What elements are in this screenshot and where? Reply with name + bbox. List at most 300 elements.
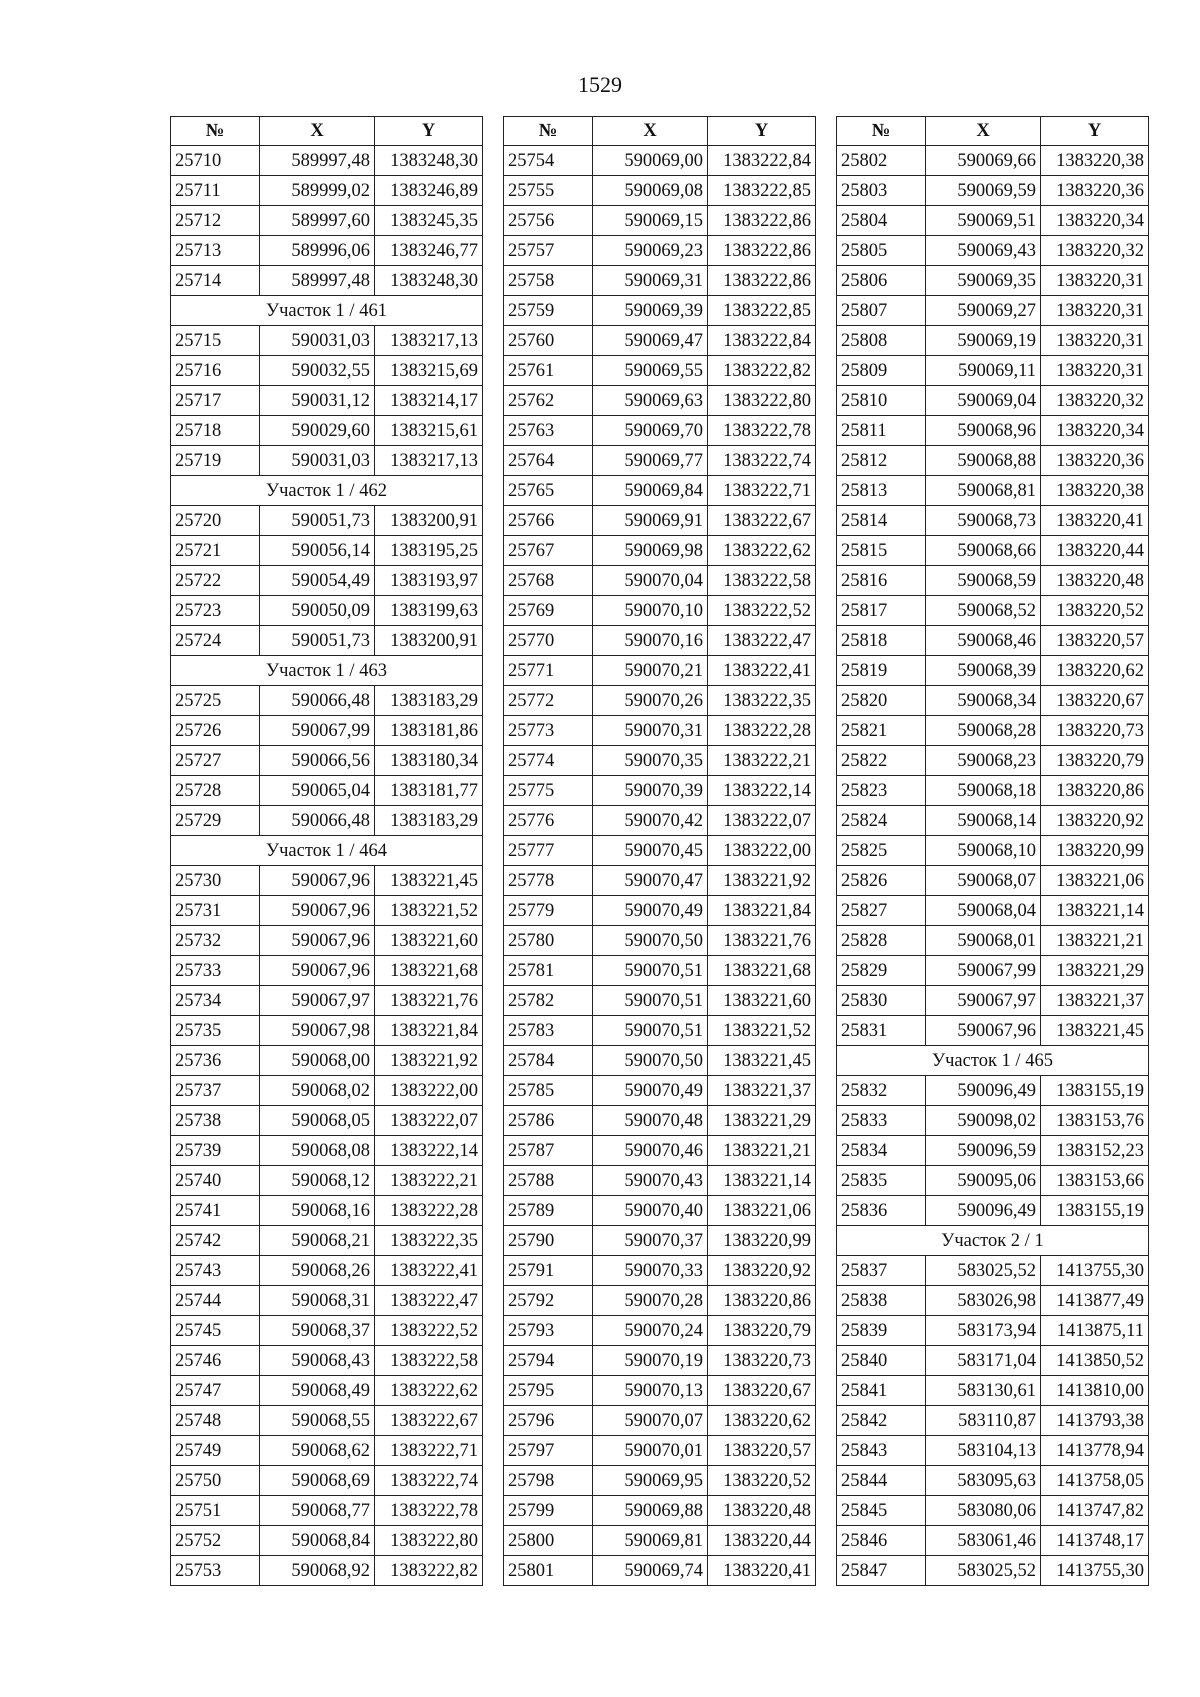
x-coordinate: 590068,43 (260, 1346, 375, 1376)
point-number: 25790 (504, 1226, 593, 1256)
x-coordinate: 590068,34 (926, 686, 1041, 716)
x-coordinate: 590070,51 (593, 986, 708, 1016)
y-coordinate: 1383246,89 (375, 176, 483, 206)
y-coordinate: 1383220,31 (1041, 326, 1149, 356)
point-number: 25738 (171, 1106, 260, 1136)
point-number: 25783 (504, 1016, 593, 1046)
point-number: 25758 (504, 266, 593, 296)
table-row (504, 1376, 816, 1406)
x-coordinate: 583061,46 (926, 1526, 1041, 1556)
x-coordinate: 590068,73 (926, 506, 1041, 536)
point-number: 25724 (171, 626, 260, 656)
table-row (171, 956, 483, 986)
point-number: 25818 (837, 626, 926, 656)
y-coordinate: 1383183,29 (375, 806, 483, 836)
y-coordinate: 1383222,85 (708, 176, 816, 206)
point-number: 25726 (171, 716, 260, 746)
table-row (504, 806, 816, 836)
table-row (504, 236, 816, 266)
y-coordinate: 1383220,92 (1041, 806, 1149, 836)
table-row (171, 206, 483, 236)
point-number: 25715 (171, 326, 260, 356)
point-number: 25725 (171, 686, 260, 716)
table-row (504, 1496, 816, 1526)
table-row (837, 1556, 1149, 1586)
x-coordinate: 590070,21 (593, 656, 708, 686)
y-coordinate: 1383220,48 (1041, 566, 1149, 596)
table-row (171, 1256, 483, 1286)
table-row (504, 986, 816, 1016)
y-coordinate: 1383222,14 (375, 1136, 483, 1166)
x-coordinate: 590069,74 (593, 1556, 708, 1586)
section-row (171, 656, 483, 686)
x-coordinate: 590068,01 (926, 926, 1041, 956)
y-coordinate: 1383222,67 (708, 506, 816, 536)
y-coordinate: 1413748,17 (1041, 1526, 1149, 1556)
y-coordinate: 1383220,32 (1041, 386, 1149, 416)
header-number: № (171, 117, 260, 146)
point-number: 25792 (504, 1286, 593, 1316)
y-coordinate: 1383222,41 (375, 1256, 483, 1286)
point-number: 25804 (837, 206, 926, 236)
x-coordinate: 590070,16 (593, 626, 708, 656)
point-number: 25746 (171, 1346, 260, 1376)
table-row (171, 386, 483, 416)
point-number: 25835 (837, 1166, 926, 1196)
table-row (504, 1406, 816, 1436)
point-number: 25762 (504, 386, 593, 416)
point-number: 25791 (504, 1256, 593, 1286)
x-coordinate: 590070,37 (593, 1226, 708, 1256)
section-label: Участок 1 / 464 (171, 836, 483, 866)
table-row (504, 1286, 816, 1316)
table-row (171, 1376, 483, 1406)
coordinates-table-3 (836, 116, 1149, 1586)
y-coordinate: 1383181,77 (375, 776, 483, 806)
point-number: 25787 (504, 1136, 593, 1166)
y-coordinate: 1383220,38 (1041, 476, 1149, 506)
x-coordinate: 583173,94 (926, 1316, 1041, 1346)
table-row (171, 626, 483, 656)
point-number: 25747 (171, 1376, 260, 1406)
x-coordinate: 590067,96 (260, 866, 375, 896)
y-coordinate: 1383220,99 (1041, 836, 1149, 866)
header-x: X (260, 117, 375, 146)
point-number: 25777 (504, 836, 593, 866)
section-label: Участок 1 / 463 (171, 656, 483, 686)
x-coordinate: 589997,60 (260, 206, 375, 236)
y-coordinate: 1383221,84 (708, 896, 816, 926)
x-coordinate: 590095,06 (926, 1166, 1041, 1196)
point-number: 25714 (171, 266, 260, 296)
point-number: 25744 (171, 1286, 260, 1316)
x-coordinate: 590070,07 (593, 1406, 708, 1436)
y-coordinate: 1383220,34 (1041, 416, 1149, 446)
point-number: 25735 (171, 1016, 260, 1046)
y-coordinate: 1383222,28 (375, 1196, 483, 1226)
point-number: 25830 (837, 986, 926, 1016)
x-coordinate: 583026,98 (926, 1286, 1041, 1316)
point-number: 25843 (837, 1436, 926, 1466)
x-coordinate: 590068,69 (260, 1466, 375, 1496)
y-coordinate: 1383220,41 (1041, 506, 1149, 536)
y-coordinate: 1383155,19 (1041, 1076, 1149, 1106)
point-number: 25731 (171, 896, 260, 926)
y-coordinate: 1383222,78 (708, 416, 816, 446)
table-row (837, 416, 1149, 446)
y-coordinate: 1383217,13 (375, 446, 483, 476)
table-row (171, 986, 483, 1016)
y-coordinate: 1383220,36 (1041, 446, 1149, 476)
y-coordinate: 1383220,67 (1041, 686, 1149, 716)
table-row (837, 1496, 1149, 1526)
point-number: 25811 (837, 416, 926, 446)
y-coordinate: 1383217,13 (375, 326, 483, 356)
table-row (504, 776, 816, 806)
point-number: 25745 (171, 1316, 260, 1346)
point-number: 25717 (171, 386, 260, 416)
table-row (504, 446, 816, 476)
y-coordinate: 1383220,31 (1041, 266, 1149, 296)
table-row (837, 1406, 1149, 1436)
table-header-row (504, 117, 816, 146)
point-number: 25817 (837, 596, 926, 626)
x-coordinate: 590096,59 (926, 1136, 1041, 1166)
table-row (171, 1466, 483, 1496)
point-number: 25730 (171, 866, 260, 896)
x-coordinate: 590031,03 (260, 446, 375, 476)
point-number: 25754 (504, 146, 593, 176)
point-number: 25788 (504, 1166, 593, 1196)
table-row (837, 1436, 1149, 1466)
x-coordinate: 590067,97 (260, 986, 375, 1016)
header-number: № (504, 117, 593, 146)
y-coordinate: 1383221,37 (708, 1076, 816, 1106)
y-coordinate: 1383221,06 (1041, 866, 1149, 896)
x-coordinate: 590068,28 (926, 716, 1041, 746)
table-row (504, 1346, 816, 1376)
point-number: 25815 (837, 536, 926, 566)
x-coordinate: 590068,31 (260, 1286, 375, 1316)
y-coordinate: 1383220,41 (708, 1556, 816, 1586)
table-row (837, 1256, 1149, 1286)
point-number: 25836 (837, 1196, 926, 1226)
x-coordinate: 590070,50 (593, 1046, 708, 1076)
y-coordinate: 1383222,86 (708, 206, 816, 236)
y-coordinate: 1383220,79 (708, 1316, 816, 1346)
table-row (504, 836, 816, 866)
y-coordinate: 1383245,35 (375, 206, 483, 236)
x-coordinate: 590070,10 (593, 596, 708, 626)
y-coordinate: 1383220,52 (1041, 596, 1149, 626)
point-number: 25773 (504, 716, 593, 746)
x-coordinate: 590066,56 (260, 746, 375, 776)
x-coordinate: 590070,19 (593, 1346, 708, 1376)
y-coordinate: 1383222,41 (708, 656, 816, 686)
table-row (504, 1256, 816, 1286)
x-coordinate: 590067,99 (926, 956, 1041, 986)
y-coordinate: 1413877,49 (1041, 1286, 1149, 1316)
table-body (171, 146, 483, 1586)
y-coordinate: 1383220,86 (1041, 776, 1149, 806)
point-number: 25784 (504, 1046, 593, 1076)
y-coordinate: 1383220,57 (1041, 626, 1149, 656)
point-number: 25845 (837, 1496, 926, 1526)
point-number: 25826 (837, 866, 926, 896)
table-row (837, 1286, 1149, 1316)
table-row (504, 176, 816, 206)
table-row (171, 1406, 483, 1436)
point-number: 25710 (171, 146, 260, 176)
y-coordinate: 1383222,71 (375, 1436, 483, 1466)
x-coordinate: 590068,96 (926, 416, 1041, 446)
y-coordinate: 1383221,68 (375, 956, 483, 986)
table-row (504, 716, 816, 746)
x-coordinate: 590069,39 (593, 296, 708, 326)
table-row (837, 1346, 1149, 1376)
coordinates-table-2 (503, 116, 816, 1586)
y-coordinate: 1383220,34 (1041, 206, 1149, 236)
y-coordinate: 1383222,47 (708, 626, 816, 656)
point-number: 25846 (837, 1526, 926, 1556)
table-row (504, 926, 816, 956)
x-coordinate: 590070,28 (593, 1286, 708, 1316)
point-number: 25756 (504, 206, 593, 236)
point-number: 25827 (837, 896, 926, 926)
y-coordinate: 1383222,07 (375, 1106, 483, 1136)
x-coordinate: 590069,15 (593, 206, 708, 236)
x-coordinate: 590068,02 (260, 1076, 375, 1106)
x-coordinate: 590066,48 (260, 686, 375, 716)
y-coordinate: 1383200,91 (375, 506, 483, 536)
y-coordinate: 1383222,84 (708, 146, 816, 176)
table-row (837, 1136, 1149, 1166)
y-coordinate: 1383220,31 (1041, 296, 1149, 326)
x-coordinate: 590069,77 (593, 446, 708, 476)
point-number: 25748 (171, 1406, 260, 1436)
y-coordinate: 1383222,67 (375, 1406, 483, 1436)
x-coordinate: 590067,96 (926, 1016, 1041, 1046)
point-number: 25740 (171, 1166, 260, 1196)
point-number: 25772 (504, 686, 593, 716)
table-row (171, 326, 483, 356)
point-number: 25760 (504, 326, 593, 356)
y-coordinate: 1383220,86 (708, 1286, 816, 1316)
y-coordinate: 1383221,68 (708, 956, 816, 986)
table-row (171, 686, 483, 716)
point-number: 25728 (171, 776, 260, 806)
y-coordinate: 1383222,80 (708, 386, 816, 416)
point-number: 25821 (837, 716, 926, 746)
x-coordinate: 590068,07 (926, 866, 1041, 896)
y-coordinate: 1383222,28 (708, 716, 816, 746)
table-row (504, 956, 816, 986)
x-coordinate: 590068,62 (260, 1436, 375, 1466)
table-row (504, 866, 816, 896)
point-number: 25778 (504, 866, 593, 896)
point-number: 25785 (504, 1076, 593, 1106)
point-number: 25752 (171, 1526, 260, 1556)
table-row (504, 1166, 816, 1196)
y-coordinate: 1383220,31 (1041, 356, 1149, 386)
y-coordinate: 1383222,86 (708, 236, 816, 266)
y-coordinate: 1383220,79 (1041, 746, 1149, 776)
table-row (504, 1136, 816, 1166)
x-coordinate: 590069,00 (593, 146, 708, 176)
point-number: 25765 (504, 476, 593, 506)
point-number: 25732 (171, 926, 260, 956)
table-row (504, 596, 816, 626)
x-coordinate: 590068,05 (260, 1106, 375, 1136)
y-coordinate: 1383222,78 (375, 1496, 483, 1526)
x-coordinate: 590070,50 (593, 926, 708, 956)
x-coordinate: 590067,96 (260, 926, 375, 956)
y-coordinate: 1383152,23 (1041, 1136, 1149, 1166)
point-number: 25767 (504, 536, 593, 566)
table-row (171, 1196, 483, 1226)
table-row (504, 1316, 816, 1346)
x-coordinate: 590070,31 (593, 716, 708, 746)
table-row (171, 266, 483, 296)
y-coordinate: 1383221,21 (708, 1136, 816, 1166)
x-coordinate: 590069,66 (926, 146, 1041, 176)
y-coordinate: 1383193,97 (375, 566, 483, 596)
point-number: 25716 (171, 356, 260, 386)
x-coordinate: 590069,91 (593, 506, 708, 536)
table-row (171, 446, 483, 476)
x-coordinate: 590070,46 (593, 1136, 708, 1166)
y-coordinate: 1413875,11 (1041, 1316, 1149, 1346)
x-coordinate: 589997,48 (260, 266, 375, 296)
x-coordinate: 590069,95 (593, 1466, 708, 1496)
y-coordinate: 1383153,66 (1041, 1166, 1149, 1196)
section-label: Участок 1 / 461 (171, 296, 483, 326)
table-row (837, 1376, 1149, 1406)
table-row (171, 1136, 483, 1166)
table-row (171, 1106, 483, 1136)
y-coordinate: 1383246,77 (375, 236, 483, 266)
y-coordinate: 1383221,21 (1041, 926, 1149, 956)
point-number: 25734 (171, 986, 260, 1016)
point-number: 25741 (171, 1196, 260, 1226)
point-number: 25823 (837, 776, 926, 806)
point-number: 25757 (504, 236, 593, 266)
x-coordinate: 590069,08 (593, 176, 708, 206)
x-coordinate: 590068,37 (260, 1316, 375, 1346)
point-number: 25810 (837, 386, 926, 416)
table-row (504, 1106, 816, 1136)
point-number: 25808 (837, 326, 926, 356)
y-coordinate: 1383222,52 (708, 596, 816, 626)
table-row (837, 236, 1149, 266)
x-coordinate: 590068,46 (926, 626, 1041, 656)
table-row (837, 146, 1149, 176)
y-coordinate: 1383222,21 (375, 1166, 483, 1196)
point-number: 25799 (504, 1496, 593, 1526)
point-number: 25793 (504, 1316, 593, 1346)
point-number: 25819 (837, 656, 926, 686)
table-row (504, 1226, 816, 1256)
table-row (504, 506, 816, 536)
x-coordinate: 590069,55 (593, 356, 708, 386)
table-row (837, 686, 1149, 716)
table-row (171, 926, 483, 956)
section-label: Участок 2 / 1 (837, 1226, 1149, 1256)
x-coordinate: 590068,88 (926, 446, 1041, 476)
table-row (504, 896, 816, 926)
y-coordinate: 1383222,00 (708, 836, 816, 866)
table-row (504, 386, 816, 416)
x-coordinate: 590068,23 (926, 746, 1041, 776)
x-coordinate: 590068,08 (260, 1136, 375, 1166)
table-row (171, 1286, 483, 1316)
y-coordinate: 1383220,52 (708, 1466, 816, 1496)
x-coordinate: 583080,06 (926, 1496, 1041, 1526)
point-number: 25847 (837, 1556, 926, 1586)
y-coordinate: 1383222,00 (375, 1076, 483, 1106)
y-coordinate: 1383221,14 (708, 1166, 816, 1196)
section-label: Участок 1 / 462 (171, 476, 483, 506)
point-number: 25834 (837, 1136, 926, 1166)
y-coordinate: 1383222,62 (708, 536, 816, 566)
y-coordinate: 1383215,69 (375, 356, 483, 386)
table-row (504, 326, 816, 356)
table-row (837, 626, 1149, 656)
table-row (504, 626, 816, 656)
y-coordinate: 1383248,30 (375, 146, 483, 176)
point-number: 25832 (837, 1076, 926, 1106)
y-coordinate: 1383222,47 (375, 1286, 483, 1316)
point-number: 25769 (504, 596, 593, 626)
table-row (837, 1076, 1149, 1106)
x-coordinate: 590070,48 (593, 1106, 708, 1136)
table-row (837, 506, 1149, 536)
table-row (171, 596, 483, 626)
y-coordinate: 1413755,30 (1041, 1556, 1149, 1586)
y-coordinate: 1383221,14 (1041, 896, 1149, 926)
point-number: 25737 (171, 1076, 260, 1106)
y-coordinate: 1383195,25 (375, 536, 483, 566)
x-coordinate: 583025,52 (926, 1256, 1041, 1286)
y-coordinate: 1383220,92 (708, 1256, 816, 1286)
point-number: 25720 (171, 506, 260, 536)
y-coordinate: 1383220,44 (708, 1526, 816, 1556)
x-coordinate: 583130,61 (926, 1376, 1041, 1406)
y-coordinate: 1383222,35 (375, 1226, 483, 1256)
y-coordinate: 1383222,82 (708, 356, 816, 386)
x-coordinate: 590068,00 (260, 1046, 375, 1076)
x-coordinate: 590070,49 (593, 896, 708, 926)
point-number: 25729 (171, 806, 260, 836)
table-row (837, 1016, 1149, 1046)
point-number: 25795 (504, 1376, 593, 1406)
header-y: Y (375, 117, 483, 146)
point-number: 25781 (504, 956, 593, 986)
x-coordinate: 590069,59 (926, 176, 1041, 206)
point-number: 25841 (837, 1376, 926, 1406)
table-row (504, 1076, 816, 1106)
y-coordinate: 1383222,62 (375, 1376, 483, 1406)
y-coordinate: 1413755,30 (1041, 1256, 1149, 1286)
table-row (837, 206, 1149, 236)
y-coordinate: 1383220,44 (1041, 536, 1149, 566)
header-number: № (837, 117, 926, 146)
x-coordinate: 583110,87 (926, 1406, 1041, 1436)
point-number: 25761 (504, 356, 593, 386)
point-number: 25782 (504, 986, 593, 1016)
point-number: 25721 (171, 536, 260, 566)
table-row (837, 1106, 1149, 1136)
